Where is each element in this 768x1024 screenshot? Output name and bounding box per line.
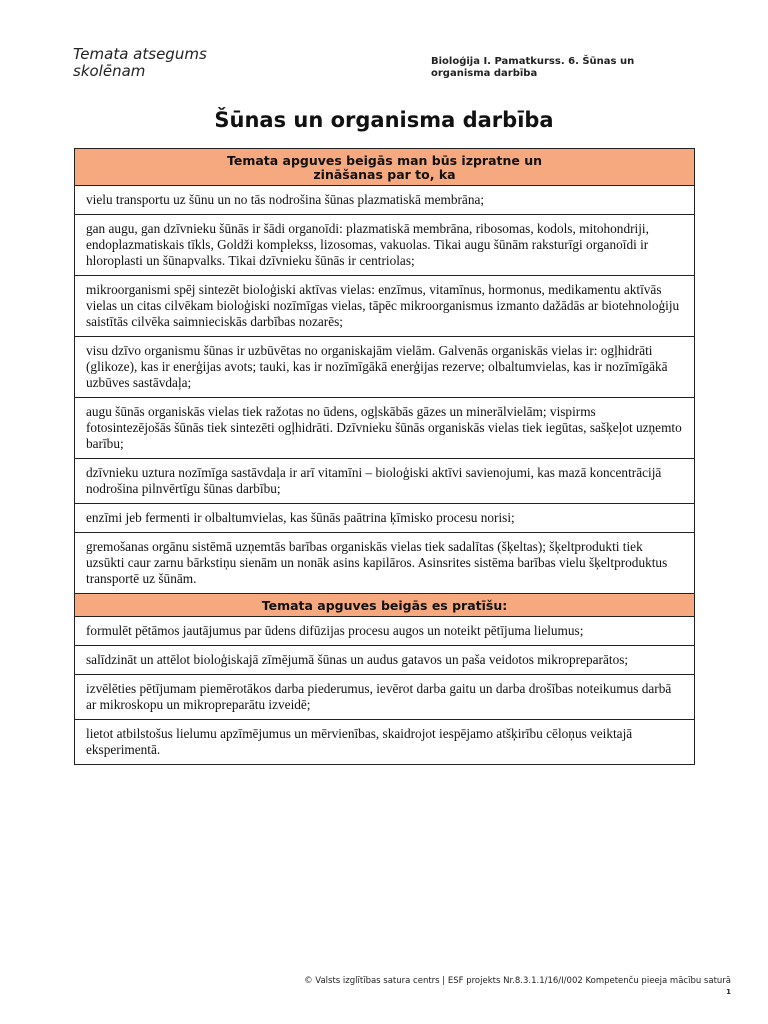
table-row (75, 215, 695, 276)
page-number: 1 (726, 988, 731, 996)
table-row (75, 646, 695, 675)
section-heading-understanding (75, 149, 695, 186)
table-cell: visu dzīvo organismu šūnas ir uzbūvētas no organiskajām vielām. Galvenās organiskās vielas ir: ogļhidrāti (glikoze), kas ir enerģijas avots; tauki, kas ir nozīmīgākā enerģijas rezerve; olbaltumvielas, kas ir nozīmīgākā uzbūves sastāvdaļa; (75, 337, 695, 398)
table-row (75, 276, 695, 337)
section-heading-line-1: Temata apguves beigās man būs izpratne un (226, 153, 543, 168)
course-header-line-1: Bioloģija I. Pamatkurss. 6. Šūnas un (431, 56, 635, 67)
page-title: Šūnas un organisma darbība (214, 108, 554, 132)
table-cell: formulēt pētāmos jautājumus par ūdens difūzijas procesu augos un noteikt pētījuma lielumus; (75, 617, 695, 646)
table-row (75, 504, 695, 533)
subject-line-2: skolēnam (73, 62, 146, 80)
section-heading-line-2: zināšanas par to, ka (313, 167, 456, 182)
section-heading-cell: Temata apguves beigās es pratīšu: (75, 594, 695, 617)
table-cell: dzīvnieku uztura nozīmīga sastāvdaļa ir arī vitamīni – bioloģiski aktīvi savienojumi, kas mazā koncentrācijā nodrošina pilnvērtīgu šūnas darbību; (75, 459, 695, 504)
outcomes-table (74, 148, 695, 765)
course-header-line-2: organisma darbība (431, 68, 538, 79)
table-cell: enzīmi jeb fermenti ir olbaltumvielas, kas šūnās paātrina ķīmisko procesu norisi; (75, 504, 695, 533)
table-cell: vielu transportu uz šūnu un no tās nodrošina šūnas plazmatiskā membrāna; (75, 186, 695, 215)
table-cell: augu šūnās organiskās vielas tiek ražotas no ūdens, ogļskābās gāzes un minerālvielām; vispirms fotosintezējošās šūnās tiek sintezēti ogļhidrāti. Dzīvnieku šūnās organiskās vielas tiek iegūtas, sašķeļot uzņemto barību; (75, 398, 695, 459)
footer-copyright: © Valsts izglītības satura centrs | ESF projekts Nr.8.3.1.1/16/I/002 Kompetenču pieeja mācību saturā (304, 976, 731, 986)
table-cell: mikroorganismi spēj sintezēt bioloģiski aktīvas vielas: enzīmus, vitamīnus, hormonus, medikamentu aktīvās vielas un citas cilvēkam bioloģiski nozīmīgas vielas, tāpēc mikroorganismus izmanto dažādās ar biotehnoloģiju saistītās cilvēka saimnieciskās darbības nozarēs; (75, 276, 695, 337)
table-row (75, 720, 695, 765)
section-heading-skills (75, 594, 695, 617)
table-row (75, 398, 695, 459)
table-cell: gremošanas orgānu sistēmā uzņemtās barības organiskās vielas tiek sadalītas (šķeltas); šķeltprodukti tiek uzsūkti caur zarnu bārkstiņu sienām un nonāk asins kapilāros. Asinsrites sistēma barības vielu šķeltproduktus transportē uz šūnām. (75, 533, 695, 594)
table-row (75, 337, 695, 398)
document-subject (73, 46, 207, 80)
table-cell: gan augu, gan dzīvnieku šūnās ir šādi organoīdi: plazmatiskā membrāna, ribosomas, kodols, mitohondriji, endoplazmatiskais tīkls, Goldži komplekss, lizosomas, vakuolas. Tikai augu šūnām raksturīgi organoīdi ir hloroplasti un šūnapvalks. Tikai dzīvnieku šūnās ir centriolas; (75, 215, 695, 276)
subject-line-1: Temata atsegums (73, 45, 207, 63)
table-row (75, 617, 695, 646)
table-row (75, 186, 695, 215)
table-cell: lietot atbilstošus lielumu apzīmējumus un mērvienības, skaidrojot iespējamo atšķirību cēloņus veiktajā eksperimentā. (75, 720, 695, 765)
course-header (431, 56, 671, 80)
table-cell: salīdzināt un attēlot bioloģiskajā zīmējumā šūnas un audus gatavos un paša veidotos mikropreparātos; (75, 646, 695, 675)
table-cell: izvēlēties pētījumam piemērotākos darba piederumus, ievērot darba gaitu un darba drošības noteikumus darbā ar mikroskopu un mikropreparātu izveidē; (75, 675, 695, 720)
table-row (75, 459, 695, 504)
section-heading-cell (75, 149, 695, 186)
table-row (75, 533, 695, 594)
table-row (75, 675, 695, 720)
